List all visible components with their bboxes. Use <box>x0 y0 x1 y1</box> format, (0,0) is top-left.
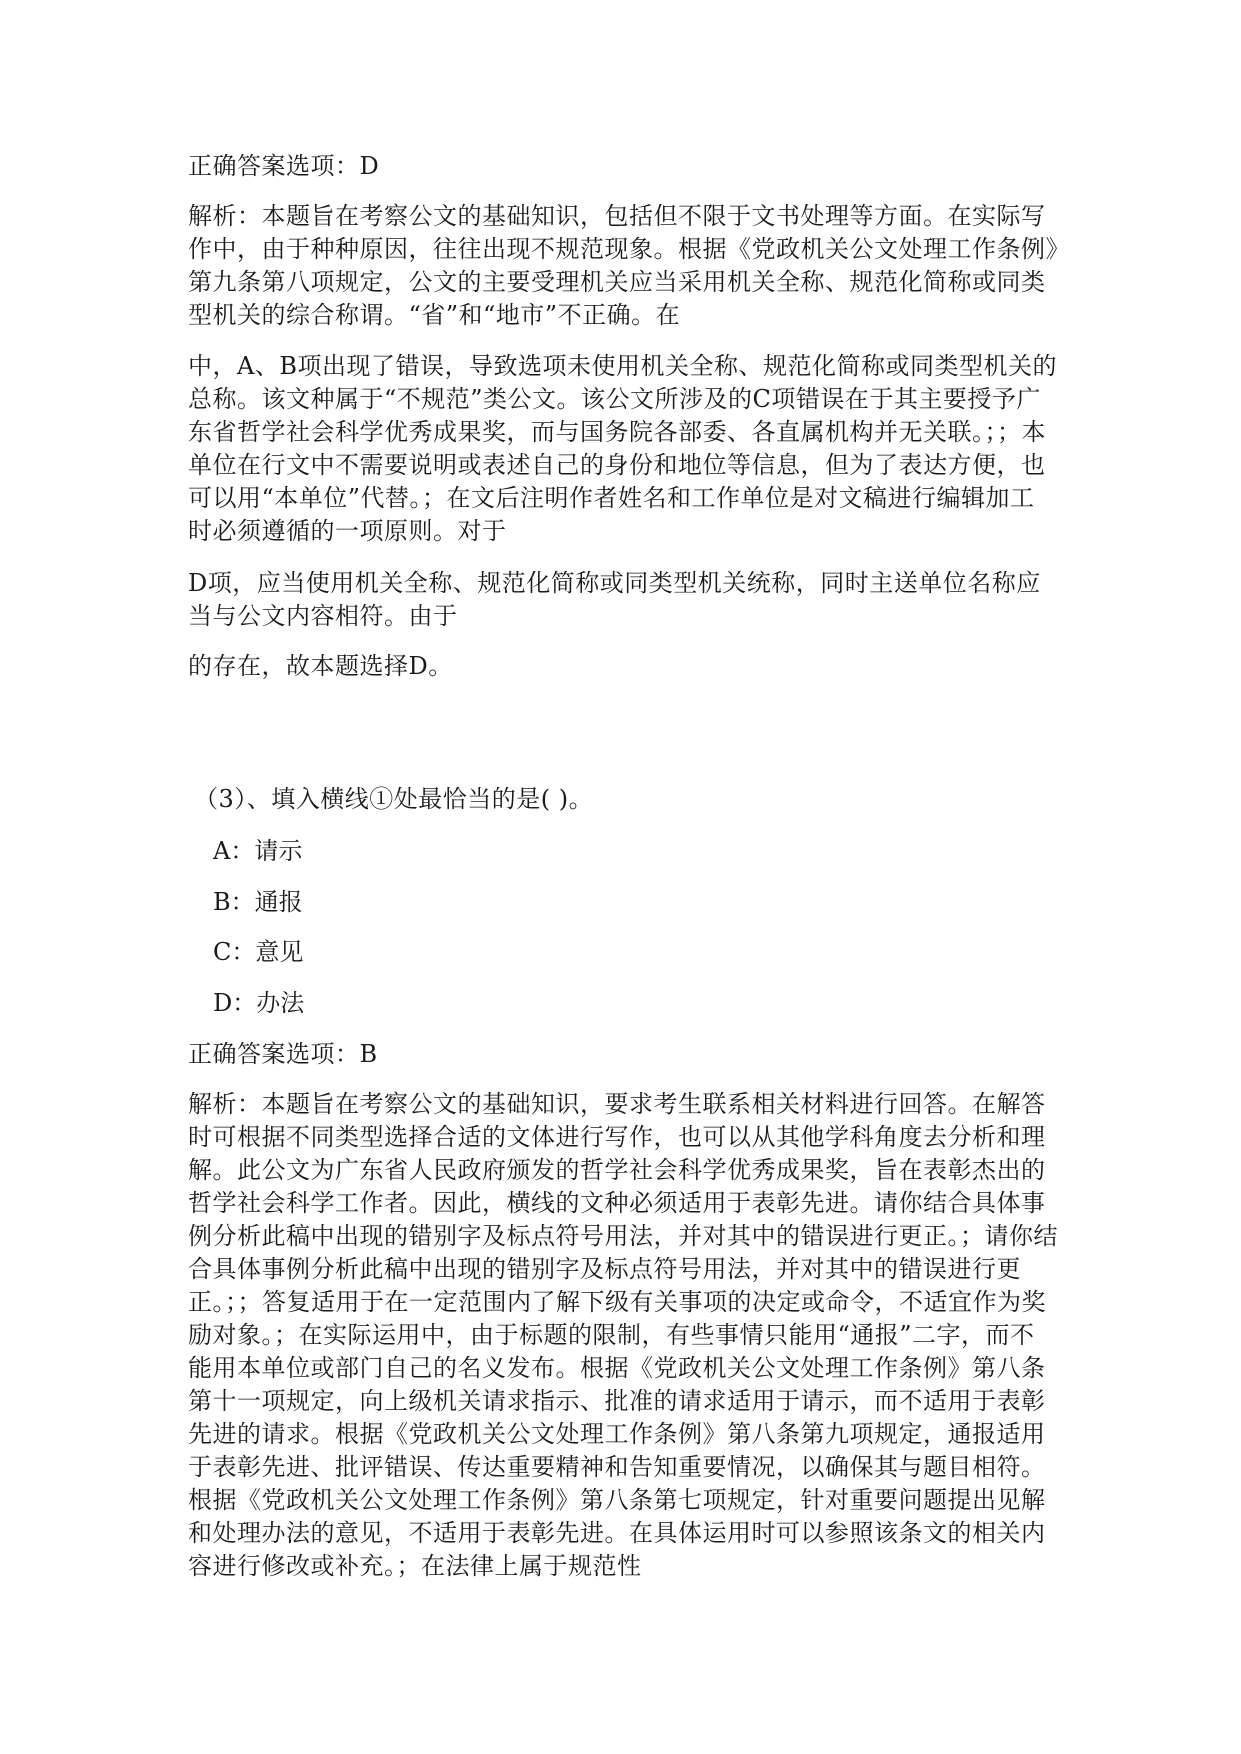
q2-explanation-paragraph-2: 中，A、B项出现了错误，导致选项未使用机关全称、规范化简称或同类型机关的总称。该文种属于“不规范”类公文。该公文所涉及的C项错误在于其主要授予广东省哲学社会科学优秀成果奖，而与国务院各部委、各直属机构并无关联。；；本单位在行文中不需要说明或表述自己的身份和地位等信息，但为了表达方便，也可以用“本单位”代替。；在文后注明作者姓名和工作单位是对文稿进行编辑加工时必须遵循的一项原则。对于 <box>188 352 1057 545</box>
q3-correct-answer: 正确答案选项：B <box>188 1040 378 1068</box>
q3-question: （3）、填入横线①处最恰当的是( )。 <box>194 785 594 813</box>
q3-explanation-paragraph: 解析：本题旨在考察公文的基础知识，要求考生联系相关材料进行回答。在解答时可根据不同类型选择合适的文体进行写作，也可以从其他学科角度去分析和理解。此公文为广东省人民政府颁发的哲学社会科学优秀成果奖，旨在表彰杰出的哲学社会科学工作者。因此，横线的文种必须适用于表彰先进。请你结合具体事例分析此稿中出现的错别字及标点符号用法，并对其中的错误进行更正。；请你结合具体事例分析此稿中出现的错别字及标点符号用法，并对其中的错误进行更正。；；答复适用于在一定范围内了解下级有关事项的决定或命令，不适宜作为奖励对象。；在实际运用中，由于标题的限制，有些事情只能用“通报”二字，而不能用本单位或部门自己的名义发布。根据《党政机关公文处理工作条例》第八条第十一项规定，向上级机关请求指示、批准的请求适用于请示，而不适用于表彰先进的请求。根据《党政机关公文处理工作条例》第八条第九项规定，通报适用于表彰先进、批评错误、传达重要精神和告知重要情况，以确保其与题目相符。根据《党政机关公文处理工作条例》第八条第七项规定，针对重要问题提出见解和处理办法的意见，不适用于表彰先进。在具体运用时可以参照该条文的相关内容进行修改或补充。；在法律上属于规范性 <box>188 1090 1058 1580</box>
q2-correct-answer: 正确答案选项：D <box>188 152 380 180</box>
q2-explanation-paragraph-3: D项，应当使用机关全称、规范化简称或同类型机关统称，同时主送单位名称应当与公文内容相符。由于 <box>188 569 1041 630</box>
q3-option-d: D：办法 <box>213 989 305 1017</box>
q3-option-a: A：请示 <box>213 837 303 865</box>
document-page <box>188 0 1058 1754</box>
q2-explanation-paragraph-1: 解析：本题旨在考察公文的基础知识，包括但不限于文书处理等方面。在实际写作中，由于种种原因，往往出现不规范现象。根据《党政机关公文处理工作条例》第九条第八项规定，公文的主要受理机关应当采用机关全称、规范化简称或同类型机关的综合称谓。“省”和“地市”不正确。在 <box>188 202 1058 329</box>
q3-option-b: B：通报 <box>213 888 303 916</box>
q3-option-c: C：意见 <box>213 938 304 966</box>
q2-explanation-paragraph-4: 的存在，故本题选择D。 <box>188 652 453 680</box>
